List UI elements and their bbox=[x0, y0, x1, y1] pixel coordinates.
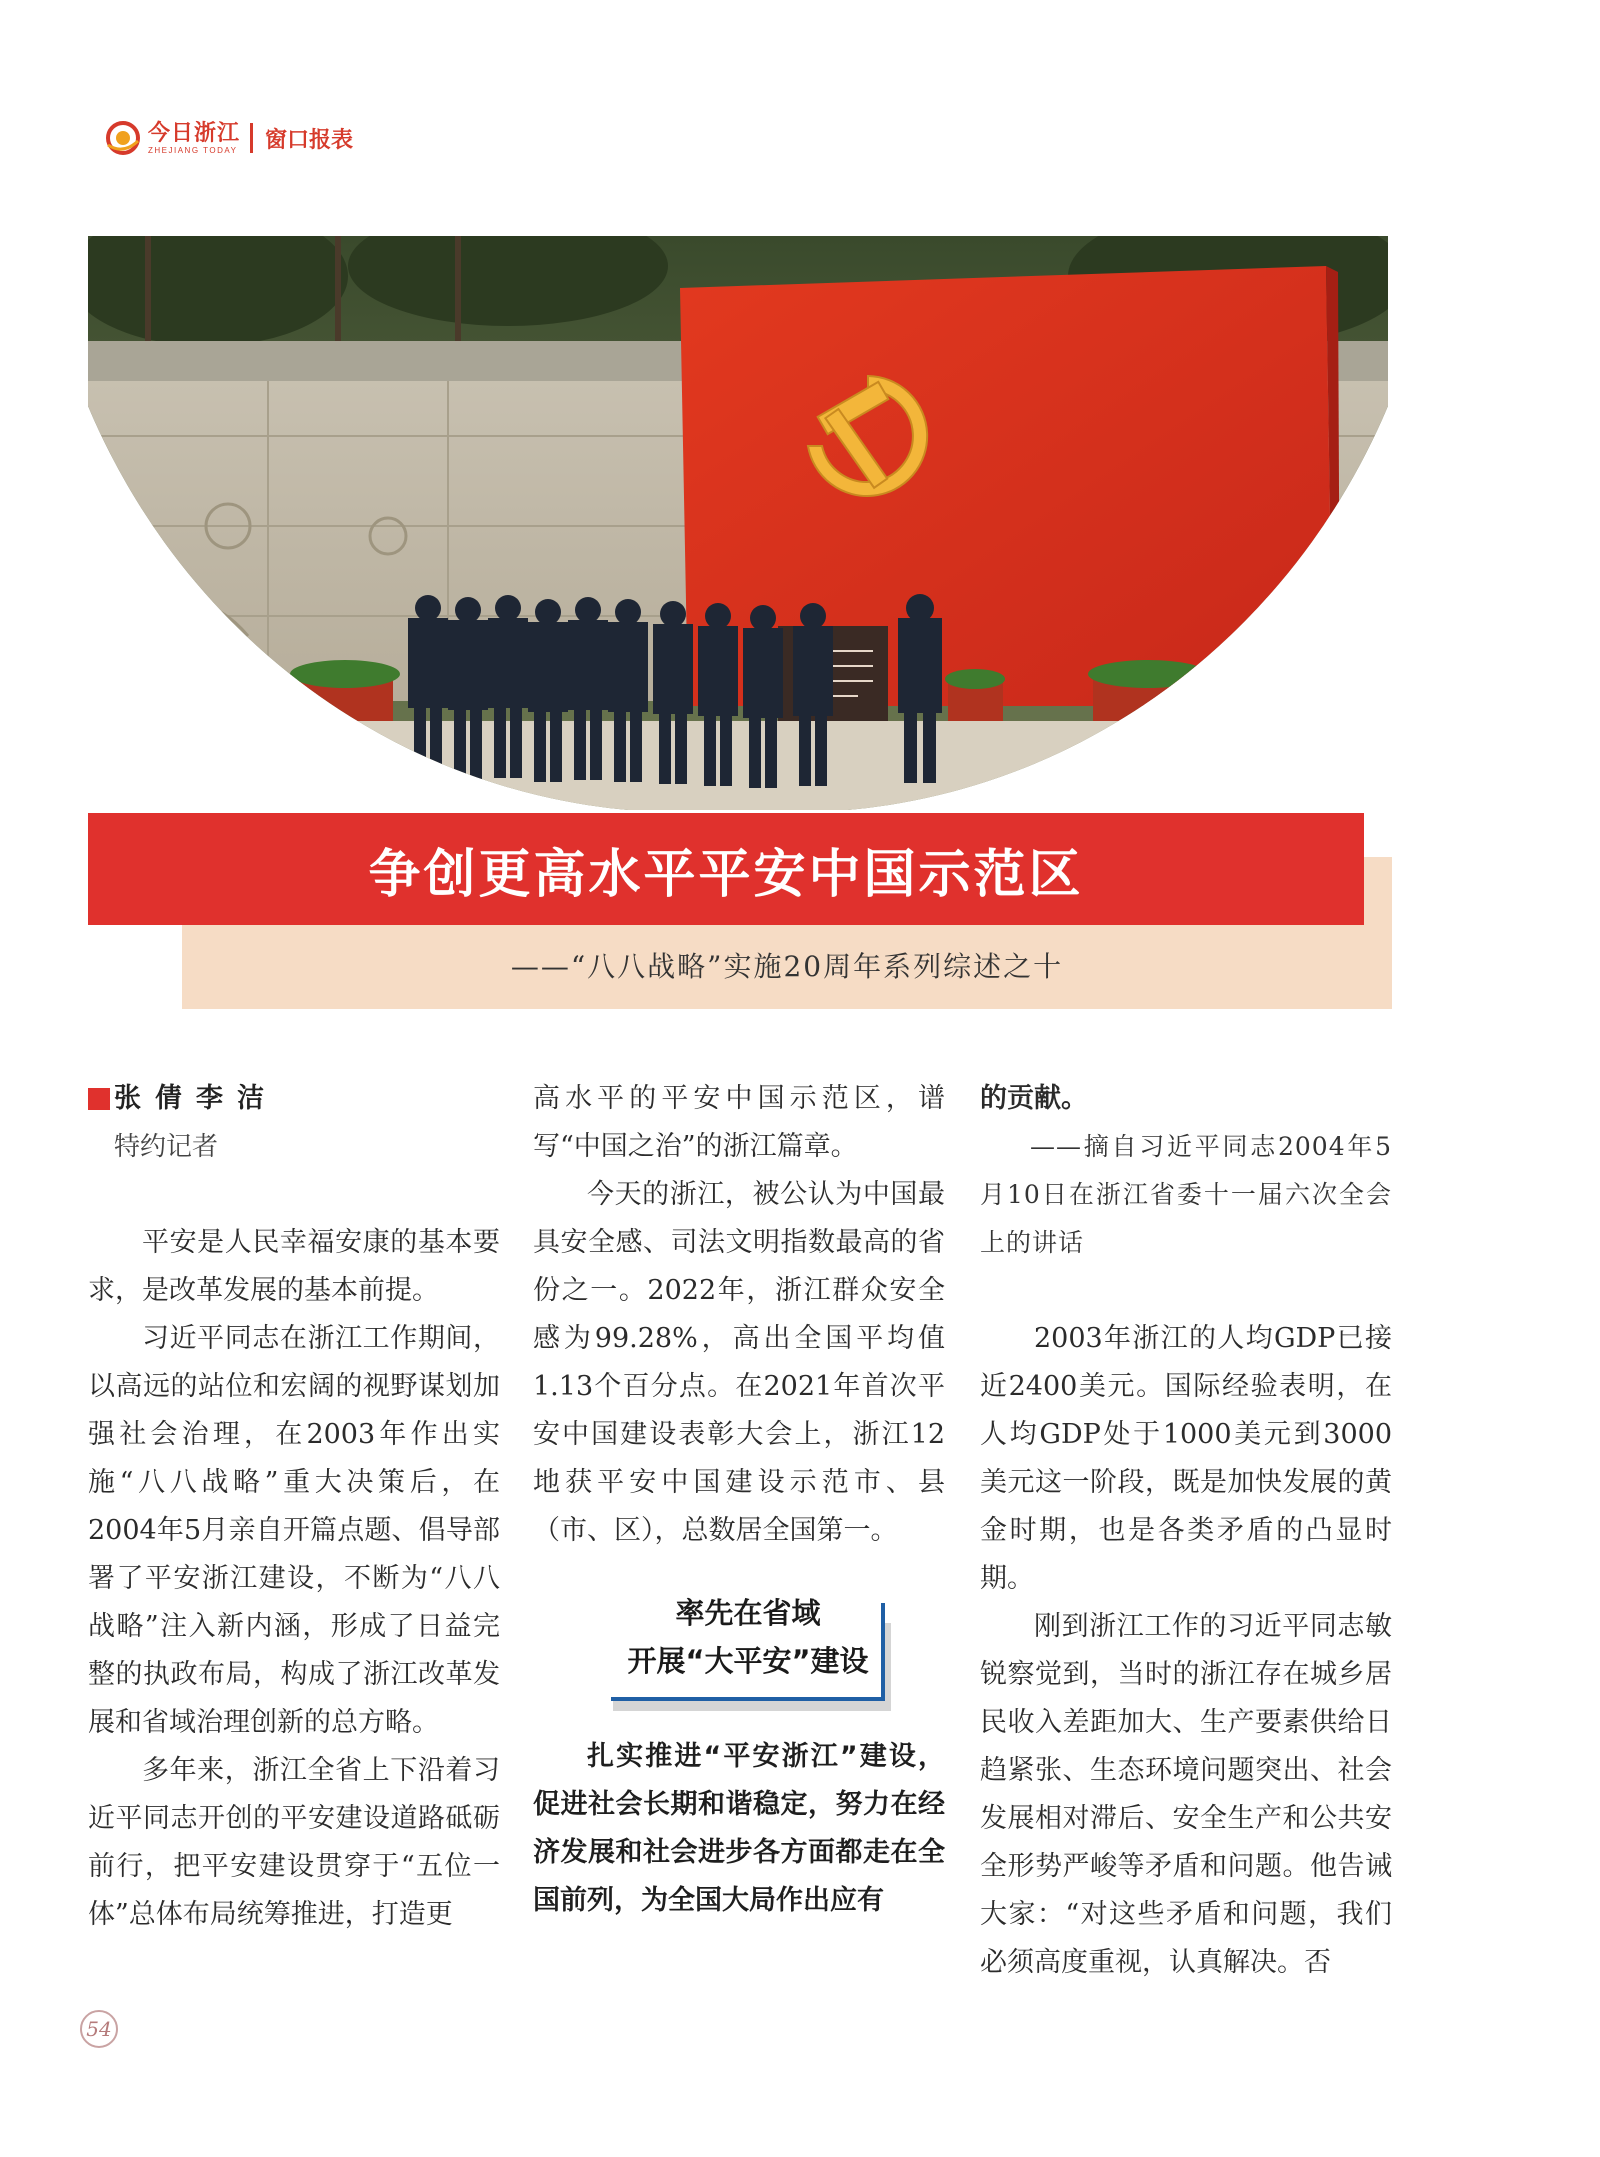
body-paragraph: 平安是人民幸福安康的基本要求，是改革发展的基本前提。 bbox=[88, 1227, 500, 1306]
logo-english: ZHEJIANG TODAY bbox=[148, 145, 238, 155]
quote-block bbox=[533, 1733, 945, 1925]
byline-square-icon bbox=[88, 1088, 110, 1110]
title-banner bbox=[88, 813, 1364, 925]
body-paragraph: 刚到浙江工作的习近平同志敏锐察觉到，当时的浙江存在城乡居民收入差距加大、生产要素供给日趋紧张、生态环境问题突出、社会发展相对滞后、安全生产和公共安全形势严峻等矛盾和问题。他告诫大家：“对这些矛盾和问题，我们必须高度重视，认真解决。否 bbox=[980, 1611, 1392, 1978]
quote-source-text: ——摘自习近平同志2004年5月10日在浙江省委十一届六次全会上的讲话 bbox=[980, 1132, 1392, 1257]
author-role: 特约记者 bbox=[114, 1132, 219, 1162]
column-1 bbox=[88, 1075, 500, 1939]
page-number: 54 bbox=[80, 2010, 118, 2048]
spacer bbox=[88, 1171, 500, 1219]
quote-text-end: 的贡献。 bbox=[980, 1083, 1088, 1114]
quote-source bbox=[980, 1123, 1392, 1267]
header-divider bbox=[250, 123, 253, 153]
column-2 bbox=[533, 1075, 945, 1925]
magazine-logo bbox=[148, 119, 241, 155]
section-heading bbox=[533, 1583, 945, 1723]
quote-text: 扎实推进“平安浙江”建设，促进社会长期和谐稳定，努力在经济发展和社会进步各方面都走在全国前列，为全国大局作出应有 bbox=[533, 1741, 945, 1916]
body-paragraph: 高水平的平安中国示范区，谱写“中国之治”的浙江篇章。 bbox=[533, 1083, 945, 1162]
author-names: 张倩李洁 bbox=[114, 1083, 278, 1114]
section-name: 窗口报表 bbox=[265, 127, 354, 153]
column-3 bbox=[980, 1075, 1392, 1987]
hero-photo bbox=[88, 236, 1388, 810]
magazine-header bbox=[104, 118, 353, 158]
body-paragraph: 多年来，浙江全省上下沿着习近平同志开创的平安建设道路砥砺前行，把平安建设贯穿于“五位一体”总体布局统筹推进，打造更 bbox=[88, 1755, 500, 1930]
section-heading-line-1: 率先在省域 bbox=[675, 1596, 821, 1630]
logo-chinese: 今日浙江 bbox=[148, 119, 241, 146]
article-title: 争创更高水平平安中国示范区 bbox=[368, 844, 1084, 905]
byline bbox=[88, 1075, 500, 1123]
sun-logo-icon bbox=[104, 119, 142, 157]
section-heading-line-2: 开展“大平安”建设 bbox=[627, 1644, 869, 1678]
body-paragraph: 习近平同志在浙江工作期间，以高远的站位和宏阔的视野谋划加强社会治理，在2003年作出实施“八八战略”重大决策后，在2004年5月亲自开篇点题、倡导部署了平安浙江建设，不断为“八八战略”注入新内涵，形成了日益完整的执政布局，构成了浙江改革发展和省域治理创新的总方略。 bbox=[88, 1323, 500, 1738]
article-subtitle: ——“八八战略”实施20周年系列综述之十 bbox=[510, 950, 1064, 983]
body-paragraph: 今天的浙江，被公认为中国最具安全感、司法文明指数最高的省份之一。2022年，浙江群众安全感为99.28%，高出全国平均值1.13个百分点。在2021年首次平安中国建设表彰大会上，浙江12地获平安中国建设示范市、县（市、区），总数居全国第一。 bbox=[533, 1179, 945, 1546]
spacer bbox=[980, 1267, 1392, 1315]
body-paragraph: 2003年浙江的人均GDP已接近2400美元。国际经验表明，在人均GDP处于1000美元到3000美元这一阶段，既是加快发展的黄金时期，也是各类矛盾的凸显时期。 bbox=[980, 1323, 1392, 1594]
